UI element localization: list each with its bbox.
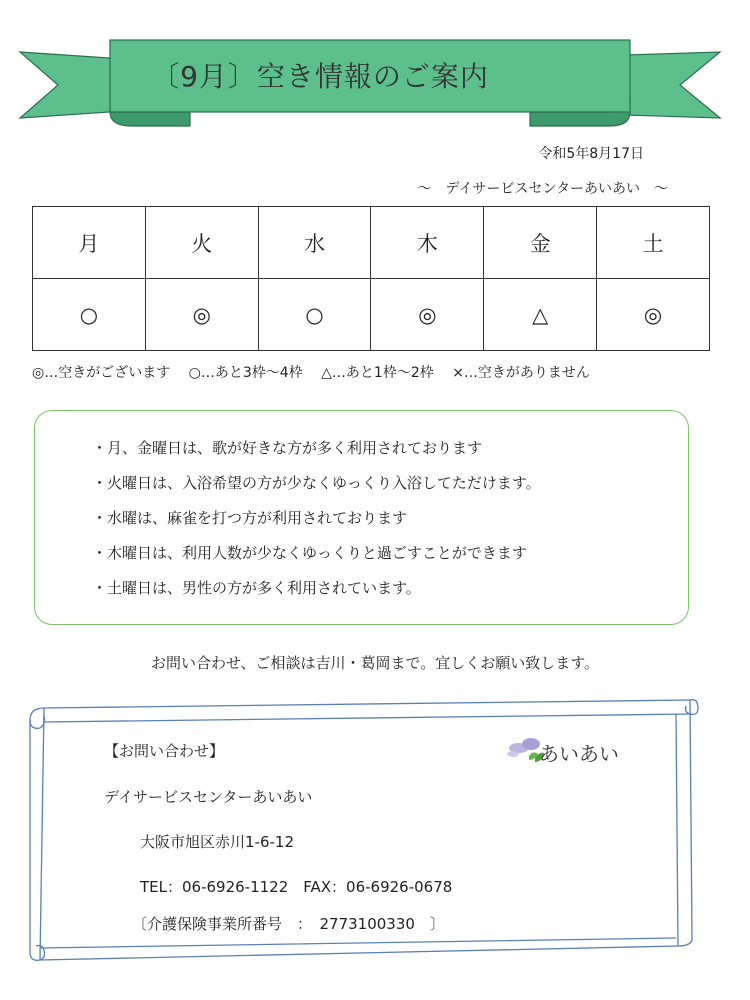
contact-name: デイサービスセンターあいあい <box>104 788 313 806</box>
issue-date: 令和5年8月17日 <box>538 146 644 162</box>
note-item: ・土曜日は、男性の方が多く利用されています。 <box>92 579 421 597</box>
note-item: ・火曜日は、入浴希望の方が少なくゆっくり入浴してただけます。 <box>92 474 541 492</box>
note-item: ・水曜は、麻雀を打つ方が利用されております <box>92 509 408 527</box>
weekday-cell: 金 <box>484 207 597 279</box>
legend-item: ×…空きがありません <box>452 365 590 381</box>
availability-mark: ◎ <box>145 279 258 351</box>
legend-item: ◎…空きがございます <box>32 365 171 381</box>
weekday-cell: 木 <box>371 207 484 279</box>
center-name: ～ デイサービスセンターあいあい ～ <box>417 181 668 197</box>
license-number: 〔介護保険事業所番号 ： 2773100330 〕 <box>132 915 445 933</box>
weekday-cell: 月 <box>33 207 146 279</box>
availability-mark: ○ <box>258 279 371 351</box>
contact-heading: 【お問い合わせ】 <box>104 742 225 760</box>
availability-mark: ◎ <box>371 279 484 351</box>
aiai-logo <box>505 730 645 770</box>
availability-mark: ◎ <box>597 279 710 351</box>
logo-text: あいあい <box>539 742 619 766</box>
note-item: ・木曜日は、利用人数が少なくゆっくりと過ごすことができます <box>92 544 527 562</box>
contact-phone: TEL：06-6926-1122 FAX：06-6926-0678 <box>140 878 453 896</box>
page-title: 〔9月〕空き情報のご案内 <box>151 60 489 93</box>
weekday-cell: 水 <box>258 207 371 279</box>
weekday-cell: 火 <box>145 207 258 279</box>
weekday-cell: 土 <box>597 207 710 279</box>
legend-item: △…あと1枠～2枠 <box>321 365 434 381</box>
contact-message: お問い合わせ、ご相談は吉川・葛岡まで。宜しくお願い致します。 <box>150 654 600 672</box>
availability-mark: ○ <box>33 279 146 351</box>
contact-address: 大阪市旭区赤川1-6-12 <box>140 833 294 851</box>
note-item: ・月、金曜日は、歌が好きな方が多く利用されております <box>92 439 483 457</box>
legend-item: ○…あと3枠～4枠 <box>188 365 303 381</box>
availability-mark: △ <box>484 279 597 351</box>
